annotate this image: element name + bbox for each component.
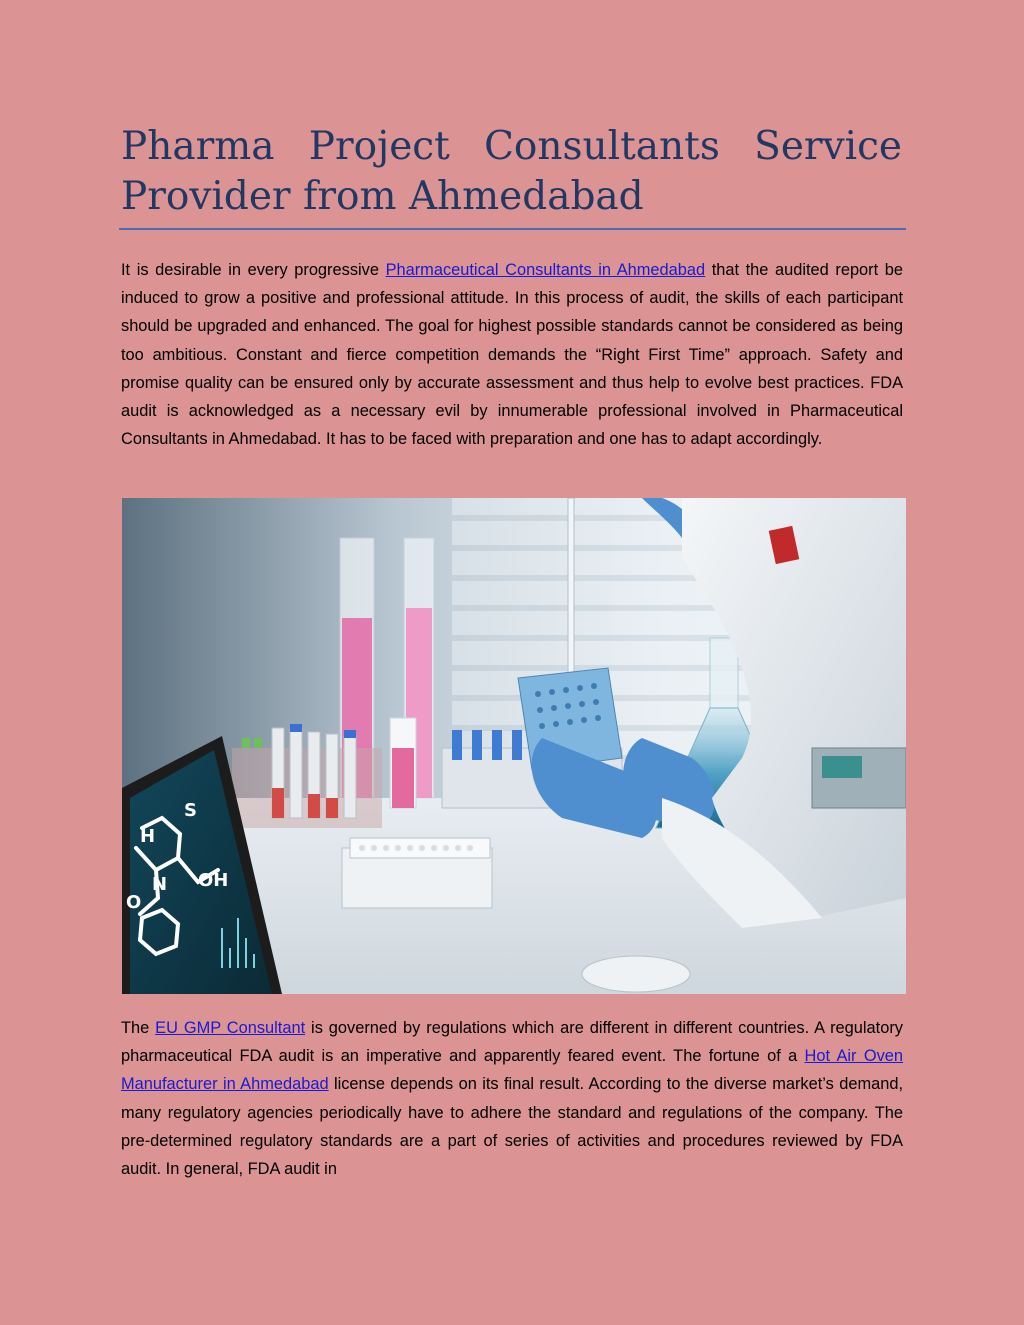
screen-label-h: H <box>140 826 156 847</box>
paragraph-text: that the audited report be induced to grow a positive and professional attitude. In this process of audit, the skills of each participant should be upgraded and enhanced. The goal for highest possible standards cannot be considered as being too ambitious. Constant and fierce competition demands the “Right First Time” approach. Safety and promise quality can be ensured only by accurate assessment and thus help to evolve best practices. FDA audit is acknowledged as a necessary evil by innumerable professional involved in Pharmaceutical Consultants in Ahmedabad. It has to be faced with preparation and one has to adapt accordingly. <box>121 261 904 449</box>
screen-label-s: S <box>184 800 197 821</box>
body-paragraph <box>121 1014 903 1183</box>
eu-gmp-consultant-link[interactable]: EU GMP Consultant <box>155 1019 306 1037</box>
laboratory-photo <box>122 498 906 994</box>
pharmaceutical-consultants-link[interactable]: Pharmaceutical Consultants in Ahmedabad <box>385 261 706 279</box>
screen-label-n: N <box>152 874 168 895</box>
paragraph-text: is governed by regulations which are different in different countries. A regulatory pharmaceutical FDA audit is an imperative and apparently feared event. The fortune of a <box>121 1019 903 1066</box>
intro-paragraph <box>121 256 903 453</box>
screen-label-o: O <box>126 892 142 913</box>
paragraph-text: license depends on its final result. According to the diverse market’s demand, many regulatory agencies periodically have to adhere the standard and regulations of the company. The pre-determined regulatory standards are a part of series of activities and procedures reviewed by FDA audit. In general, FDA audit in <box>121 1075 903 1179</box>
page-title: Pharma Project Consultants Service Provider from Ahmedabad <box>121 124 902 219</box>
title-divider <box>119 228 906 230</box>
paragraph-text: The <box>121 1019 156 1037</box>
hot-air-oven-manufacturer-link[interactable]: Hot Air Oven Manufacturer in Ahmedabad <box>121 1047 904 1094</box>
paragraph-text: It is desirable in every progressive <box>121 261 386 279</box>
screen-label-oh: OH <box>198 870 229 891</box>
